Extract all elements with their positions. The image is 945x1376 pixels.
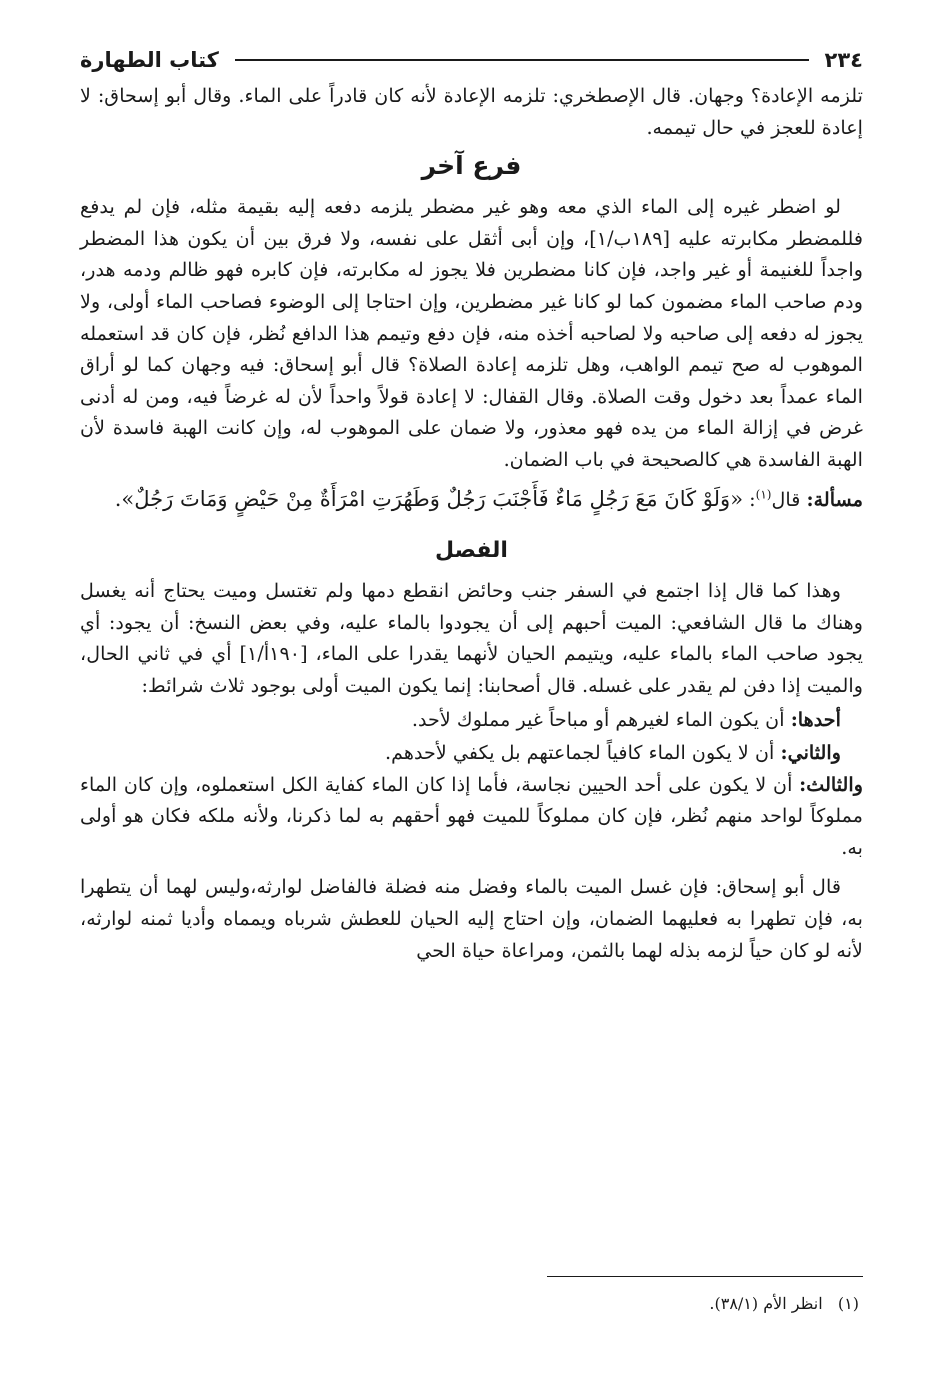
footnote-text: انظر الأم (٣٨/١). [709, 1294, 823, 1313]
section-heading-far-akhar: فرع آخر [421, 151, 522, 181]
condition-2 [80, 737, 863, 769]
condition-1 [80, 704, 863, 736]
book-title: كتاب الطهارة [80, 48, 219, 72]
page [80, 40, 863, 1376]
masala-label: مسألة: [806, 487, 863, 511]
running-header [80, 40, 863, 80]
condition-text: أن لا يكون الماء كافياً لجماعتهم بل يكفي لأحدهم. [384, 741, 775, 765]
condition-text: أن يكون الماء لغيرهم أو مباحاً غير مملوك لأحد. [411, 707, 785, 731]
quoted-text: «وَلَوْ كَانَ مَعَ رَجُلٍ مَاءٌ فَأَجْنَبَ رَجُلٌ وَطَهُرَتِ امْرَأَةٌ مِنْ حَيْضٍ وَمَاتَ رَجُلٌ». [114, 486, 744, 511]
footnote-rule [547, 1276, 863, 1277]
section-heading-fasl: الفصل [435, 538, 508, 564]
masala-qala: قال [771, 487, 801, 511]
condition-text: أن لا يكون على أحد الحيين نجاسة، فأما إذا كان الماء كفاية الكل استعملوه، وإن كان الماء مملوكاً لواحد منهم نُظر، فإن كان مملوكاً للميت فهو أحقهم به لما ذكرنا، ولأنه ملكه فكان هو أولى به. [80, 772, 863, 859]
condition-label: والثاني: [780, 741, 841, 765]
footnote-number: (١) [837, 1294, 859, 1313]
condition-3 [80, 769, 863, 864]
section2-paragraph: وهذا كما قال إذا اجتمع في السفر جنب وحائض انقطع دمها ولم تغتسل وميت يحتاج أنه يغسل وهناك ما قال الشافعي: الميت أحبهم إلى أن يجودوا بالماء عليه، وفي بعض النسخ: أن يجود: أي يجود صاحب الماء بالماء عليه، ويتيمم الحيان لأنهما يقدرا على الماء، [١٩٠أ/١] أي في ثاني الحال، والميت إذا دفن لم يقدر على غسله. قال أصحابنا: إنما يكون الميت أولى بوجود ثلاث شرائط: [80, 579, 863, 697]
header-rule [235, 59, 809, 61]
footnote [709, 1292, 859, 1316]
masala-colon: : [749, 487, 756, 511]
condition-label: أحدها: [790, 707, 841, 731]
footnote-ref: (١) [755, 487, 772, 502]
section1-paragraph: لو اضطر غيره إلى الماء الذي معه وهو غير مضطر يلزمه دفعه إليه بقيمة مثله، فإن لم يدفع فللمضطر مكابرته عليه [١٨٩ب/١]، وإن أبى أثقل على نفسه، ولا فرق بين أن يكون هذا المضطر واجداً للغنيمة أو غير واجد، فإن كانا مضطرين فلا يجوز له مكابرته، فإن كابره فهو ظالم ودمه هدر، ودم صاحب الماء مضمون كما لو كانا غير مضطرين، وإن احتاجا إلى الوضوء فصاحب الماء أولى، ولا يجوز له دفعه إلى صاحبه ولا لصاحبه أخذه منه، فإن دفع وتيمم هذا الدافع نُظر، فإن كان قد استعمله الموهوب له صح تيمم الواهب، وهل تلزمه إعادة الصلاة؟ قال أبو إسحاق: فيه وجهان كما لو أراق الماء عمداً بعد دخول وقت الصلاة. وقال القفال: لا إعادة قولاً واحداً لأن له غرضاً فيه، ومن له أدنى غرض في إزالة الماء من يده فهو معذور، ولا ضمان على الموهوب له، وإن كانت الهبة فاسدة لأن الهبة الفاسدة هي كالصحيحة في باب الضمان. [80, 195, 864, 471]
intro-paragraph: تلزمه الإعادة؟ وجهان. قال الإصطخري: تلزمه الإعادة لأنه كان قادراً على الماء. وقال أبو إسحاق: لا إعادة للعجز في حال تيممه. [80, 84, 863, 139]
condition-label: والثالث: [799, 772, 863, 796]
page-number: ٢٣٤ [824, 48, 863, 72]
masala-paragraph [80, 484, 863, 516]
main-text [80, 80, 863, 966]
closing-paragraph: قال أبو إسحاق: فإن غسل الميت بالماء وفضل منه فضلة فالفاضل لوارثه،وليس لهما أن يتطهرا به، فإن تطهرا به فعليهما الضمان، وإن احتاج إليه الحيان للعطش شرباه ويمماه وأديا ثمنه لوارثه، لأنه لو كان حياً لزمه بذله لهما بالثمن، ومراعاة حياة الحي [80, 875, 863, 962]
